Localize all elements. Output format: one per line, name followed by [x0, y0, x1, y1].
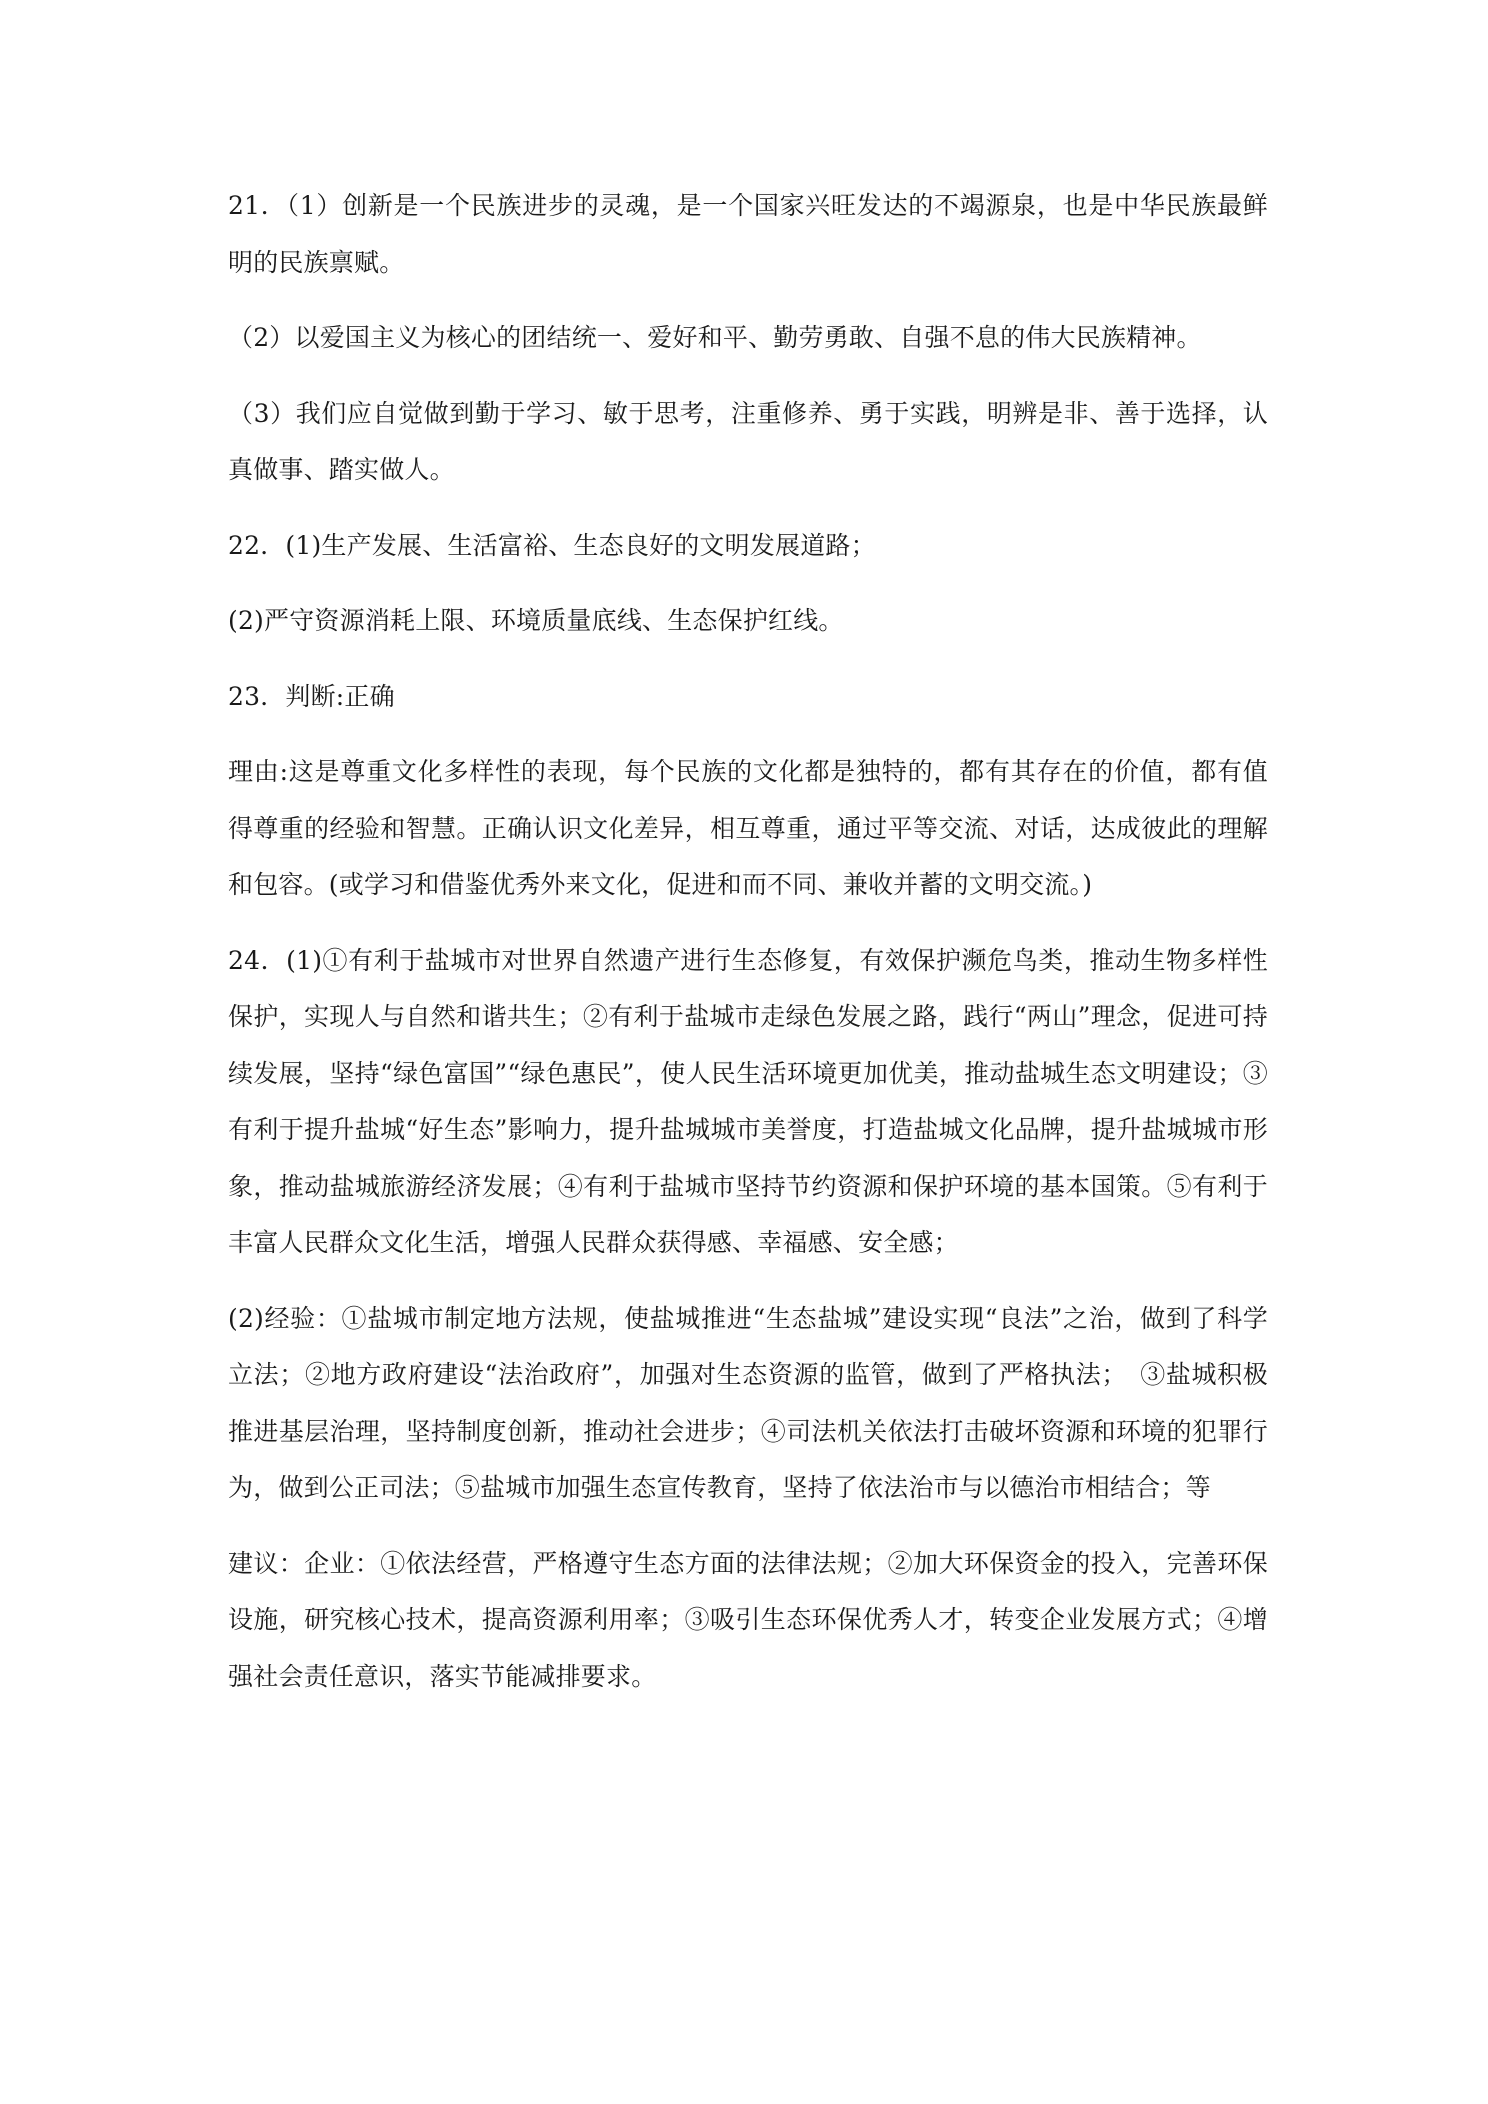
answer-23-reason: 理由:这是尊重文化多样性的表现，每个民族的文化都是独特的，都有其存在的价值，都有值得尊重的经验和智慧。正确认识文化差异，相互尊重，通过平等交流、对话，达成彼此的理解和包容。(或学习和借鉴优秀外来文化，促进和而不同、兼收并蓄的文明交流。) [228, 757, 1268, 899]
answer-21-2: （2）以爱国主义为核心的团结统一、爱好和平、勤劳勇敢、自强不息的伟大民族精神。 [228, 323, 1202, 352]
answer-22-1: 22．(1)生产发展、生活富裕、生态良好的文明发展道路； [228, 530, 876, 560]
answer-21-3: （3）我们应自觉做到勤于学习、敏于思考，注重修养、勇于实践，明辨是非、善于选择，认真做事、踏实做人。 [228, 398, 1268, 484]
answer-24-1: 24．(1)①有利于盐城市对世界自然遗产进行生态修复，有效保护濒危鸟类，推动生物多样性保护，实现人与自然和谐共生；②有利于盐城市走绿色发展之路，践行“两山”理念，促进可持续发展，坚持“绿色富国”“绿色惠民”，使人民生活环境更加优美，推动盐城生态文明建设；③有利于提升盐城“好生态”影响力，提升盐城城市美誉度，打造盐城文化品牌，提升盐城城市形象，推动盐城旅游经济发展；④有利于盐城市坚持节约资源和保护环境的基本国策。⑤有利于丰富人民群众文化生活，增强人民群众获得感、幸福感、安全感； [228, 945, 1268, 1257]
document-page [228, 178, 1268, 1705]
answer-21-1: 21．（1）创新是一个民族进步的灵魂，是一个国家兴旺发达的不竭源泉，也是中华民族最鲜明的民族禀赋。 [228, 191, 1268, 277]
answer-24-2-suggestion: 建议：企业：①依法经营，严格遵守生态方面的法律法规；②加大环保资金的投入，完善环保设施，研究核心技术，提高资源利用率；③吸引生态环保优秀人才，转变企业发展方式；④增强社会责任意识，落实节能减排要求。 [228, 1548, 1268, 1691]
answer-23-judgement: 23．判断:正确 [228, 681, 395, 711]
answer-22-2: (2)严守资源消耗上限、环境质量底线、生态保护红线。 [228, 606, 844, 635]
answer-24-2-experience: (2)经验：①盐城市制定地方法规，使盐城推进“生态盐城”建设实现“良法”之治，做到了科学立法；②地方政府建设“法治政府”，加强对生态资源的监管，做到了严格执法； ③盐城积极推进基层治理，坚持制度创新，推动社会进步；④司法机关依法打击破坏资源和环境的犯罪行为，做到公正司法；⑤盐城市加强生态宣传教育，坚持了依法治市与以德治市相结合；等 [228, 1303, 1268, 1502]
